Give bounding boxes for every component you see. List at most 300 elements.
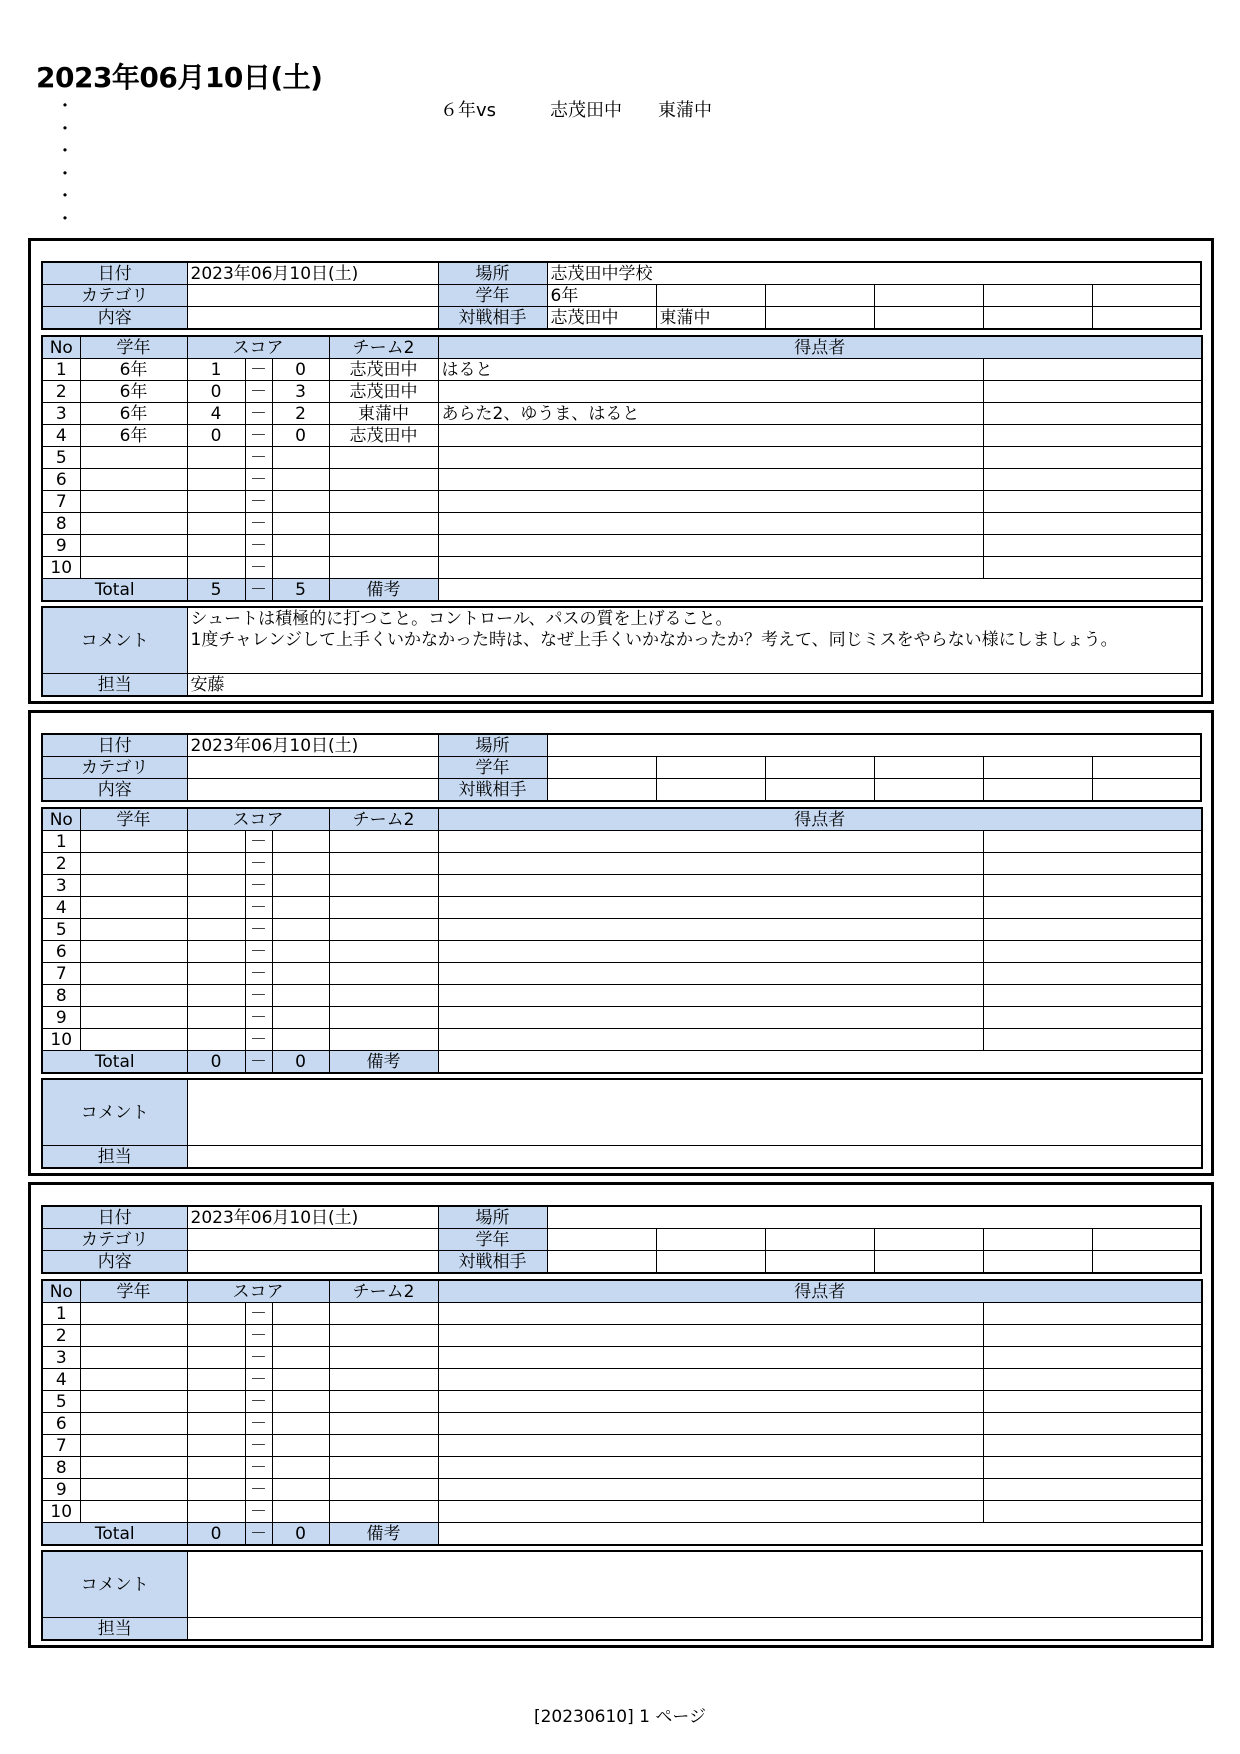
table-row — [42, 1347, 1202, 1369]
label-staff: 担当 — [42, 1618, 187, 1641]
row-score-away — [272, 875, 329, 897]
total-away: 0 — [272, 1523, 329, 1546]
match-record-block — [28, 710, 1214, 1176]
bullet: ・ — [56, 118, 74, 140]
row-scorers-extra — [983, 1413, 1202, 1435]
row-scorers — [438, 491, 983, 513]
label-grade: 学年 — [438, 1229, 547, 1251]
score-table — [41, 335, 1203, 602]
row-team2 — [329, 1029, 438, 1051]
row-grade — [80, 963, 187, 985]
row-no: 5 — [42, 919, 80, 941]
row-score-home — [187, 919, 245, 941]
row-scorers — [438, 963, 983, 985]
row-no: 4 — [42, 425, 80, 447]
comment-table — [41, 1550, 1203, 1641]
opponent-value — [765, 1251, 874, 1274]
row-scorers — [438, 447, 983, 469]
row-team2: 志茂田中 — [329, 381, 438, 403]
date-value: 2023年06月10日(土) — [187, 1206, 438, 1229]
row-scorers-extra — [983, 1325, 1202, 1347]
staff-value — [187, 1618, 1202, 1641]
opponent-value — [983, 307, 1092, 330]
score-dash: － — [245, 579, 272, 602]
score-dash: － — [245, 1051, 272, 1074]
row-score-away: 0 — [272, 359, 329, 381]
score-dash: － — [245, 1029, 272, 1051]
row-no: 1 — [42, 831, 80, 853]
row-score-home — [187, 447, 245, 469]
opponent-value: 東蒲中 — [656, 307, 765, 330]
row-no: 3 — [42, 875, 80, 897]
label-date: 日付 — [42, 1206, 187, 1229]
row-scorers-extra — [983, 535, 1202, 557]
row-no: 7 — [42, 491, 80, 513]
table-row — [42, 1413, 1202, 1435]
score-dash: － — [245, 1325, 272, 1347]
page-footer: [20230610] 1 ページ — [533, 1707, 707, 1727]
content-value — [187, 1251, 438, 1274]
comment-value — [187, 1551, 1202, 1618]
label-date: 日付 — [42, 262, 187, 285]
row-scorers — [438, 1413, 983, 1435]
score-dash: － — [245, 381, 272, 403]
row-score-home: 0 — [187, 425, 245, 447]
row-scorers — [438, 1303, 983, 1325]
score-dash: － — [245, 425, 272, 447]
row-scorers-extra — [983, 1435, 1202, 1457]
row-score-away — [272, 1501, 329, 1523]
header-score: スコア — [187, 808, 329, 831]
opponent-value — [983, 779, 1092, 802]
row-score-home — [187, 897, 245, 919]
row-no: 2 — [42, 1325, 80, 1347]
header-scorers: 得点者 — [438, 808, 1202, 831]
row-score-home — [187, 875, 245, 897]
grade-extra-cell — [765, 757, 874, 779]
score-dash: － — [245, 535, 272, 557]
row-team2 — [329, 535, 438, 557]
row-team2: 志茂田中 — [329, 359, 438, 381]
header-team2: チーム2 — [329, 808, 438, 831]
row-grade — [80, 1479, 187, 1501]
row-score-home — [187, 853, 245, 875]
row-score-home — [187, 1325, 245, 1347]
row-grade — [80, 447, 187, 469]
row-grade — [80, 535, 187, 557]
row-score-away — [272, 535, 329, 557]
row-team2 — [329, 469, 438, 491]
row-scorers — [438, 1435, 983, 1457]
score-dash: － — [245, 1391, 272, 1413]
row-no: 6 — [42, 941, 80, 963]
row-no: 5 — [42, 447, 80, 469]
row-team2 — [329, 1413, 438, 1435]
row-grade — [80, 1029, 187, 1051]
label-remarks: 備考 — [329, 1051, 438, 1074]
row-scorers — [438, 469, 983, 491]
row-grade — [80, 941, 187, 963]
row-score-home — [187, 557, 245, 579]
label-opponent: 対戦相手 — [438, 1251, 547, 1274]
row-grade — [80, 875, 187, 897]
remarks-value — [438, 1523, 1202, 1546]
row-score-home — [187, 1029, 245, 1051]
remarks-value — [438, 579, 1202, 602]
row-score-home — [187, 1413, 245, 1435]
row-score-home — [187, 985, 245, 1007]
score-dash: － — [245, 1523, 272, 1546]
comment-table — [41, 606, 1203, 697]
row-scorers-extra — [983, 381, 1202, 403]
row-score-home — [187, 963, 245, 985]
score-table — [41, 1279, 1203, 1546]
row-score-home: 0 — [187, 381, 245, 403]
row-score-away: 2 — [272, 403, 329, 425]
header-team2: チーム2 — [329, 336, 438, 359]
row-score-away — [272, 941, 329, 963]
row-score-away — [272, 491, 329, 513]
table-row — [42, 1501, 1202, 1523]
row-score-home — [187, 535, 245, 557]
score-dash: － — [245, 963, 272, 985]
label-content: 内容 — [42, 1251, 187, 1274]
match-record-block — [28, 238, 1214, 704]
bullet-list — [56, 98, 76, 233]
row-score-away — [272, 897, 329, 919]
row-no: 8 — [42, 1457, 80, 1479]
row-scorers-extra — [983, 1303, 1202, 1325]
label-content: 内容 — [42, 307, 187, 330]
table-row — [42, 1369, 1202, 1391]
row-score-away — [272, 1457, 329, 1479]
score-dash: － — [245, 1501, 272, 1523]
total-home: 0 — [187, 1051, 245, 1074]
row-team2 — [329, 491, 438, 513]
row-scorers — [438, 875, 983, 897]
row-scorers — [438, 1391, 983, 1413]
header-no: No — [42, 808, 80, 831]
row-scorers-extra — [983, 1007, 1202, 1029]
row-score-away — [272, 469, 329, 491]
header-scorers: 得点者 — [438, 1280, 1202, 1303]
row-score-home — [187, 513, 245, 535]
row-scorers — [438, 1479, 983, 1501]
opponent-value — [656, 1251, 765, 1274]
header-no: No — [42, 336, 80, 359]
score-dash: － — [245, 359, 272, 381]
row-score-away — [272, 513, 329, 535]
table-row — [42, 1303, 1202, 1325]
total-away: 0 — [272, 1051, 329, 1074]
row-scorers-extra — [983, 875, 1202, 897]
comment-value — [187, 1079, 1202, 1146]
row-no: 8 — [42, 513, 80, 535]
row-score-home: 4 — [187, 403, 245, 425]
row-no: 7 — [42, 963, 80, 985]
row-scorers-extra — [983, 403, 1202, 425]
row-team2 — [329, 1325, 438, 1347]
row-grade — [80, 1007, 187, 1029]
row-scorers-extra — [983, 425, 1202, 447]
label-place: 場所 — [438, 734, 547, 757]
row-scorers-extra — [983, 941, 1202, 963]
grade-extra-cell — [874, 285, 983, 307]
category-value — [187, 285, 438, 307]
row-score-home — [187, 1369, 245, 1391]
row-scorers-extra — [983, 1029, 1202, 1051]
row-team2 — [329, 919, 438, 941]
table-row — [42, 1435, 1202, 1457]
staff-value: 安藤 — [187, 674, 1202, 697]
row-score-away — [272, 1413, 329, 1435]
score-dash: － — [245, 469, 272, 491]
table-row — [42, 1479, 1202, 1501]
score-dash: － — [245, 875, 272, 897]
table-row — [42, 359, 1202, 381]
row-scorers-extra — [983, 1369, 1202, 1391]
label-place: 場所 — [438, 1206, 547, 1229]
row-grade — [80, 1501, 187, 1523]
grade-value: 6年 — [547, 285, 656, 307]
row-scorers — [438, 557, 983, 579]
label-opponent: 対戦相手 — [438, 779, 547, 802]
row-team2 — [329, 985, 438, 1007]
row-score-away: 0 — [272, 425, 329, 447]
row-score-away — [272, 1435, 329, 1457]
grade-extra-cell — [1092, 1229, 1201, 1251]
row-scorers — [438, 1007, 983, 1029]
page-title: 2023年06月10日(土) — [36, 61, 323, 94]
row-score-home — [187, 491, 245, 513]
row-score-home — [187, 1501, 245, 1523]
grade-extra-cell — [656, 1229, 765, 1251]
row-scorers — [438, 1457, 983, 1479]
row-scorers-extra — [983, 831, 1202, 853]
label-date: 日付 — [42, 734, 187, 757]
opponent-value: 志茂田中 — [547, 307, 656, 330]
match-info-table — [41, 733, 1202, 802]
row-scorers — [438, 425, 983, 447]
row-scorers-extra — [983, 919, 1202, 941]
score-dash: － — [245, 513, 272, 535]
row-team2 — [329, 1303, 438, 1325]
place-value — [547, 1206, 1201, 1229]
row-no: 9 — [42, 1479, 80, 1501]
row-grade — [80, 1369, 187, 1391]
row-scorers — [438, 381, 983, 403]
row-scorers-extra — [983, 1347, 1202, 1369]
staff-value — [187, 1146, 1202, 1169]
comment-line: 1度チャレンジして上手くいかなかった時は、なぜ上手くいかなかったか？考えて、同じミスをやらない様にしましょう。 — [190, 630, 1118, 650]
row-grade — [80, 513, 187, 535]
row-grade — [80, 1457, 187, 1479]
row-scorers — [438, 513, 983, 535]
label-remarks: 備考 — [329, 1523, 438, 1546]
row-no: 1 — [42, 1303, 80, 1325]
row-score-home — [187, 1303, 245, 1325]
row-grade: 6年 — [80, 381, 187, 403]
opponent-value — [765, 779, 874, 802]
row-score-away — [272, 447, 329, 469]
bullet: ・ — [56, 96, 74, 117]
label-opponent: 対戦相手 — [438, 307, 547, 330]
row-scorers — [438, 919, 983, 941]
match-record-block — [28, 1182, 1214, 1648]
label-staff: 担当 — [42, 674, 187, 697]
place-value: 志茂田中学校 — [547, 262, 1201, 285]
label-grade: 学年 — [438, 757, 547, 779]
opponent-value — [765, 307, 874, 330]
bullet: ・ — [56, 186, 74, 207]
row-score-home — [187, 1391, 245, 1413]
score-dash: － — [245, 1369, 272, 1391]
row-team2: 志茂田中 — [329, 425, 438, 447]
row-team2 — [329, 1435, 438, 1457]
table-row — [42, 897, 1202, 919]
row-team2 — [329, 1369, 438, 1391]
row-team2 — [329, 941, 438, 963]
label-comment: コメント — [42, 1079, 187, 1146]
score-dash: － — [245, 1457, 272, 1479]
score-dash: － — [245, 985, 272, 1007]
row-no: 3 — [42, 1347, 80, 1369]
table-row — [42, 535, 1202, 557]
row-scorers-extra — [983, 513, 1202, 535]
table-row — [42, 513, 1202, 535]
row-grade — [80, 919, 187, 941]
grade-extra-cell — [874, 757, 983, 779]
table-row — [42, 381, 1202, 403]
score-dash: － — [245, 557, 272, 579]
row-score-away — [272, 1029, 329, 1051]
row-score-away — [272, 1479, 329, 1501]
header-score: スコア — [187, 336, 329, 359]
category-value — [187, 757, 438, 779]
row-score-home: 1 — [187, 359, 245, 381]
row-team2 — [329, 1479, 438, 1501]
opponent-value — [983, 1251, 1092, 1274]
opponent-value — [547, 1251, 656, 1274]
row-no: 4 — [42, 897, 80, 919]
score-dash: － — [245, 1435, 272, 1457]
comment-value — [187, 607, 1202, 674]
row-no: 10 — [42, 557, 80, 579]
header-grade: 学年 — [80, 336, 187, 359]
row-no: 10 — [42, 1029, 80, 1051]
table-row — [42, 963, 1202, 985]
opponent-value — [1092, 779, 1201, 802]
score-dash: － — [245, 941, 272, 963]
date-value: 2023年06月10日(土) — [187, 734, 438, 757]
row-grade — [80, 985, 187, 1007]
row-score-home — [187, 1479, 245, 1501]
score-dash: － — [245, 831, 272, 853]
row-grade — [80, 1413, 187, 1435]
row-score-home — [187, 1457, 245, 1479]
row-team2 — [329, 1391, 438, 1413]
table-row — [42, 831, 1202, 853]
row-scorers-extra — [983, 491, 1202, 513]
table-row — [42, 875, 1202, 897]
row-scorers-extra — [983, 1391, 1202, 1413]
grade-extra-cell — [983, 285, 1092, 307]
table-row — [42, 919, 1202, 941]
row-scorers-extra — [983, 359, 1202, 381]
row-no: 1 — [42, 359, 80, 381]
row-score-home — [187, 1007, 245, 1029]
row-grade — [80, 1391, 187, 1413]
table-row — [42, 491, 1202, 513]
row-scorers: あらた2、ゆうま、はると — [438, 403, 983, 425]
grade-extra-cell — [656, 757, 765, 779]
row-no: 2 — [42, 853, 80, 875]
row-score-home — [187, 831, 245, 853]
row-scorers — [438, 985, 983, 1007]
score-dash: － — [245, 403, 272, 425]
comment-line: シュートは積極的に打つこと。コントロール、パスの質を上げること。 — [190, 609, 733, 629]
row-grade: 6年 — [80, 403, 187, 425]
row-no: 6 — [42, 1413, 80, 1435]
row-scorers — [438, 897, 983, 919]
row-scorers — [438, 1347, 983, 1369]
header-grade: 学年 — [80, 1280, 187, 1303]
row-scorers-extra — [983, 985, 1202, 1007]
row-scorers — [438, 1029, 983, 1051]
row-score-away — [272, 1369, 329, 1391]
content-value — [187, 307, 438, 330]
comment-table — [41, 1078, 1203, 1169]
bullet: ・ — [56, 163, 74, 185]
opponent-value — [656, 779, 765, 802]
table-row — [42, 1457, 1202, 1479]
score-dash: － — [245, 1007, 272, 1029]
row-no: 2 — [42, 381, 80, 403]
row-score-away — [272, 1391, 329, 1413]
row-no: 6 — [42, 469, 80, 491]
score-dash: － — [245, 1347, 272, 1369]
category-value — [187, 1229, 438, 1251]
grade-extra-cell — [983, 757, 1092, 779]
row-team2 — [329, 831, 438, 853]
row-score-away — [272, 1303, 329, 1325]
total-home: 0 — [187, 1523, 245, 1546]
opponent-value — [874, 1251, 983, 1274]
row-no: 10 — [42, 1501, 80, 1523]
opponent-value — [1092, 307, 1201, 330]
label-comment: コメント — [42, 1551, 187, 1618]
header-team2: チーム2 — [329, 1280, 438, 1303]
grade-extra-cell — [874, 1229, 983, 1251]
row-team2 — [329, 897, 438, 919]
row-scorers — [438, 1501, 983, 1523]
row-scorers — [438, 535, 983, 557]
row-score-away — [272, 919, 329, 941]
row-scorers-extra — [983, 1479, 1202, 1501]
row-grade: 6年 — [80, 359, 187, 381]
row-scorers-extra — [983, 1501, 1202, 1523]
row-scorers-extra — [983, 1457, 1202, 1479]
opponent-value — [874, 307, 983, 330]
score-table — [41, 807, 1203, 1074]
header-scorers: 得点者 — [438, 336, 1202, 359]
row-no: 7 — [42, 1435, 80, 1457]
total-away: 5 — [272, 579, 329, 602]
row-score-away — [272, 985, 329, 1007]
row-score-away: 3 — [272, 381, 329, 403]
row-team2 — [329, 1501, 438, 1523]
table-row — [42, 1325, 1202, 1347]
